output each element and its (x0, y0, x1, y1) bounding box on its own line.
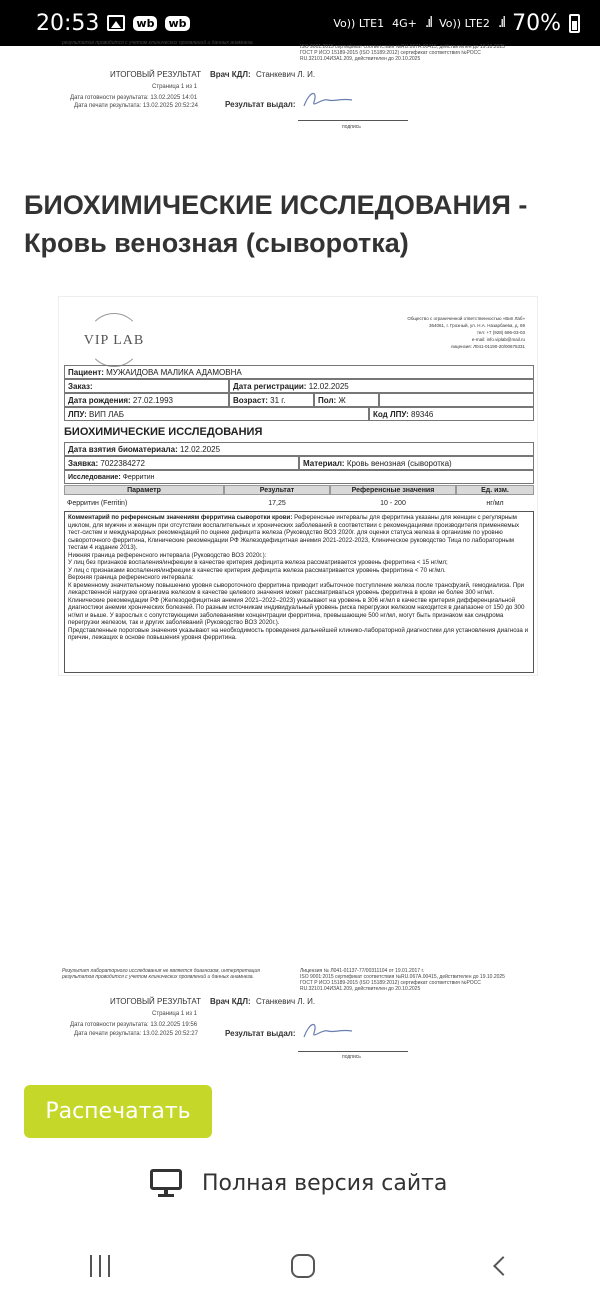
data-indicator: 4G+ (392, 16, 417, 30)
previous-document-footer (60, 40, 540, 136)
signal-icon-2: .ıl (497, 15, 505, 31)
org-line: лицензия: Л041-01190-20/00675331 (450, 344, 525, 349)
signature-line (298, 120, 408, 121)
section-title: БИОХИМИЧЕСКИЕ ИССЛЕДОВАНИЯ - Кровь венозная (сыворотка) (24, 190, 528, 258)
sim1-indicator: Vo)) LTE1 (333, 16, 385, 30)
signature-caption: подпись (342, 124, 361, 130)
lpu-label: ЛПУ: (68, 409, 87, 419)
study-label: Исследование: (68, 473, 121, 481)
column-header: Результат (224, 485, 330, 495)
results-header (64, 485, 534, 495)
page-number: Страница 1 из 1 (152, 1011, 197, 1017)
param-cell: Ферритин (Ferritin) (67, 499, 128, 507)
reference-comment (64, 511, 534, 673)
result-cell: 17,25 (268, 499, 286, 507)
monitor-icon (150, 1169, 182, 1197)
disclaimer: Результат лабораторного исследования не является диагнозом, интерпретация (62, 968, 260, 974)
gallery-icon (107, 15, 125, 31)
back-icon[interactable] (493, 1256, 513, 1276)
recent-apps-icon[interactable] (90, 1255, 110, 1277)
sex-label: Пол: (318, 395, 337, 405)
wb-app-icon: wb (133, 16, 157, 31)
lpu-code-label: Код ЛПУ: (373, 409, 409, 419)
print-date: Дата печати результата: 13.02.2025 20:52:27 (74, 1031, 198, 1037)
sample-date-row (64, 442, 534, 456)
full-site-link[interactable] (150, 1166, 447, 1200)
comment-line: У лиц без признаков воспаления/инфекции в качестве критерия дефицита железа рассматривается уровень ферритина < 15 нг/мл; (68, 559, 448, 566)
column-header: Параметр (64, 485, 224, 495)
org-line: Общество с ограниченной ответственностью «Вип Лаб» (407, 316, 525, 321)
comment-line: Представленные пороговые значения указывают на необходимость проведения дальнейшей клинико-лабораторной диагностики для установления диагноза и причин, лежащих в основе повышения уровня ферритина. (68, 626, 529, 641)
full-site-label: Полная версия сайта (202, 1170, 448, 1196)
license-line: Лицензия № Л041-01137-77/00311104 от 19.01.2017 г. (300, 968, 425, 974)
sample-date-value: 12.02.2025 (179, 444, 221, 454)
disclaimer: результатов проводится с учетом клинических проявлений и данных анамнеза. (62, 974, 254, 980)
material-label: Материал: (303, 458, 345, 468)
license-line: RU.32101.04ИЗА1.209, действителен до 20.10.2025 (300, 56, 421, 62)
battery-icon (569, 14, 580, 33)
signature-line (298, 1051, 408, 1052)
doctor-label: Врач КДЛ: (210, 997, 251, 1006)
status-indicators (333, 11, 580, 36)
print-date: Дата печати результата: 13.02.2025 20:52:24 (74, 103, 198, 109)
logo-text: VIP LAB (83, 333, 145, 348)
comment-text: Референсные интервалы для ферритина указаны для женщин с регулярным циклом, для мужчин и женщин при отсутствии воспалительных и хронических заболеваний в соответствии с рекомендациями производителя применяемых тест-систем и международных рекомендаций по оценке дефицита железа (Руководство ВОЗ 2020г. для оценки статуса железа в организме по уровню сывороточного ферритина, Клинические рекомендации РФ Железодефицитная анемия 2021-2022-2023, Клиническое руководство Тица по лабораторным тестам 4 издание 2013). (68, 514, 520, 551)
disclaimer: результатов проводится с учетом клинических проявлений и данных анамнеза. (62, 40, 254, 46)
issued-label: Результат выдал: (225, 100, 296, 109)
dob-value: 27.02.1993 (132, 395, 173, 405)
age-label: Возраст: (233, 395, 268, 405)
org-line: тел: +7 (928) 696-03-03 (476, 330, 525, 335)
patient-label: Пациент: (68, 367, 104, 377)
request-label: Заявка: (68, 458, 99, 468)
org-line: 364061, г. Грозный, ул. Н.А. Назарбаева, д. 69 (428, 323, 525, 328)
battery-percent: 70% (512, 10, 561, 36)
viplab-logo (79, 313, 149, 363)
lpu-code-value: 89346 (411, 409, 434, 419)
request-row (64, 456, 534, 470)
lab-report-document (58, 296, 538, 676)
issued-label: Результат выдал: (225, 1029, 296, 1038)
doctor-name: Станкевич Л. И. (256, 997, 316, 1006)
patient-name: МУЖАИДОВА МАЛИКА АДАМОВНА (106, 367, 242, 377)
lpu-value: ВИП ЛАБ (89, 409, 124, 419)
empty-cell (379, 393, 534, 407)
license-line: ГОСТ Р ИСО 15189-2015 (ISO 15189:2012) сертификат соответствия №РОСС (300, 50, 481, 56)
patient-row (64, 365, 534, 379)
print-button[interactable]: Распечатать (24, 1085, 212, 1138)
document-heading: БИОХИМИЧЕСКИЕ ИССЛЕДОВАНИЯ (64, 426, 263, 438)
material-value: Кровь венозная (сыворотка) (346, 458, 452, 468)
comment-line: Верхняя граница референсного интервала: (68, 574, 194, 581)
lpu-row (64, 407, 534, 421)
doctor-label: Врач КДЛ: (210, 70, 251, 79)
dob-label: Дата рождения: (68, 395, 131, 405)
request-value: 7022384272 (100, 458, 145, 468)
order-row (64, 379, 534, 393)
reference-cell: 10 - 200 (380, 499, 406, 507)
page-number: Страница 1 из 1 (152, 84, 197, 90)
document-footer (60, 965, 540, 1061)
org-line: e-mail: info.viplab@mail.ru (471, 337, 525, 342)
reg-label: Дата регистрации: (233, 381, 307, 391)
sample-date-label: Дата взятия биоматериала: (68, 444, 178, 454)
ready-date: Дата готовности результата: 13.02.2025 19:56 (70, 1022, 198, 1028)
dob-row (64, 393, 534, 407)
license-line: ГОСТ Р ИСО 15189-2015 (ISO 15189:2012) сертификат соответствия №РОСС (300, 980, 481, 986)
result-label: ИТОГОВЫЙ РЕЗУЛЬТАТ (110, 70, 201, 79)
signature-icon (300, 88, 360, 112)
comment-line: У лиц с признаками воспаления/инфекции в качестве критерия дефицита железа рассматривается уровень ферритина < 70 нг/мл. (68, 566, 446, 574)
comment-line: Нижняя граница референсного интервала (Руководство ВОЗ 2020г.): (68, 551, 267, 559)
comment-line: К временному значительному повышению уровня сывороточного ферритина приводит избыточное поступление железа после трансфузий, гемодиализа. При лекарственной нагрузке организма железом в качестве целевого значения может рассматриваться уровень ферритина в крови не более 300 нг/мл. Клинические рекомендации РФ (Железодефицитная анемия 2021–2022–2023) указывают на уровень в 306 нг/мл в качестве критерия дифференциальной диагностики анемии хронических болезней. По разным источникам индивидуальный уровень риска перегрузки железом находится в диапазоне от 150 до 300 нг/мл и выше. У взрослых с сопутствующими заболеваниями концентрации ферритина, превышающие 500 нг/мл, могут быть признаком как синдрома перегрузки железом, так и других заболеваний (Руководство ВОЗ 2020г.). (68, 581, 525, 626)
ready-date: Дата готовности результата: 13.02.2025 14:01 (70, 95, 198, 101)
wb-app-icon-2: wb (165, 16, 189, 31)
signature-caption: подпись (342, 1054, 361, 1060)
study-row (64, 470, 534, 484)
column-header: Референсные значения (330, 485, 456, 495)
home-icon[interactable] (291, 1254, 315, 1278)
unit-cell: нг/мл (486, 499, 504, 507)
sim2-indicator: Vo)) LTE2 (439, 16, 490, 30)
signal-icon: .ıl (424, 15, 432, 31)
table-row (64, 496, 534, 510)
organization-info (335, 315, 525, 350)
comment-title: Комментарий по референсным значениям ферритина сыворотки крови: (68, 514, 293, 521)
result-label: ИТОГОВЫЙ РЕЗУЛЬТАТ (110, 997, 201, 1006)
column-header: Ед. изм. (456, 485, 534, 495)
order-label: Заказ: (68, 381, 93, 391)
age-value: 31 г. (270, 395, 286, 405)
sex-value: Ж (338, 395, 346, 405)
study-value: Ферритин (122, 473, 155, 481)
navigation-bar (0, 1232, 600, 1299)
doctor-name: Станкевич Л. И. (256, 70, 316, 79)
clock: 20:53 (36, 10, 100, 36)
license-line: ISO 9001:2015 сертификат соответствия №RU.067A.00415, действителен до 19.10.2025 (300, 974, 505, 980)
license-line: ISO 9001:2015 сертификат соответствия №RU.067A.00415, действителен до 19.10.2025 (300, 44, 505, 50)
license-line: RU.32101.04ИЗА1.209, действителен до 20.10.2025 (300, 986, 421, 992)
reg-date: 12.02.2025 (308, 381, 349, 391)
signature-icon (300, 1019, 360, 1043)
